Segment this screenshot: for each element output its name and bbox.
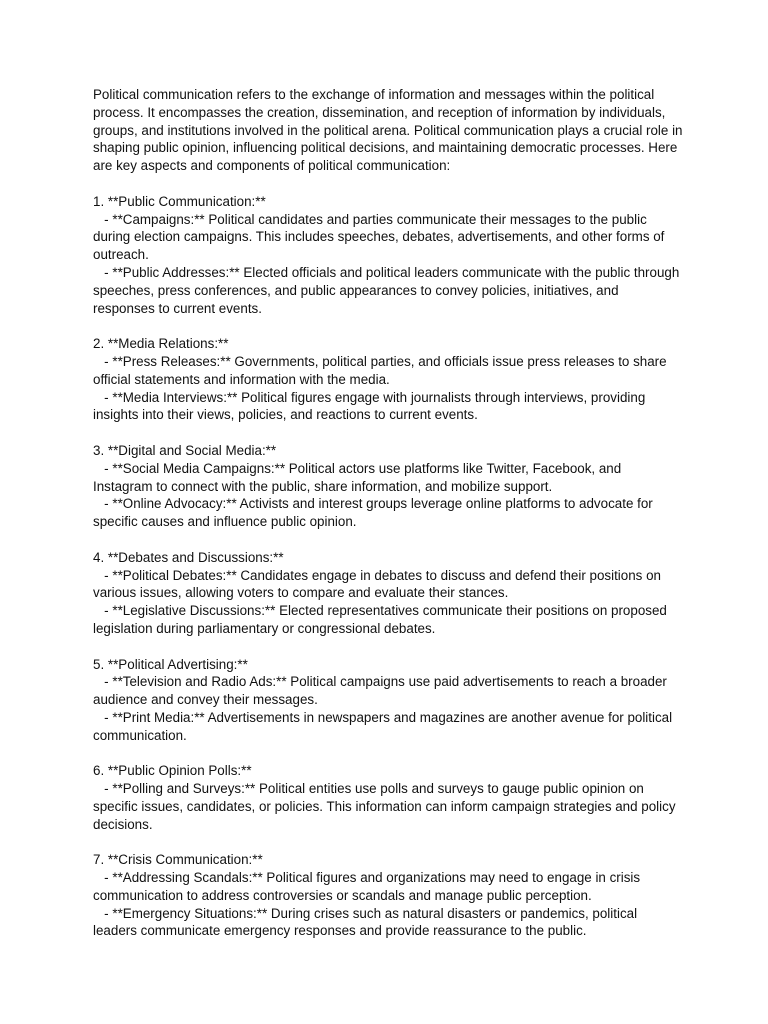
intro-paragraph: Political communication refers to the exchange of information and messages within the political process. It encompasses the creation, dissemination, and reception of information by individuals, groups, and institutions involved in the political arena. Political communication plays a crucial role in shaping public opinion, influencing political decisions, and maintaining democratic processes. Here are key aspects and components of political communication: — [93, 87, 683, 174]
section-public-opinion-polls — [93, 762, 683, 833]
section-title: 6. **Public Opinion Polls:** — [93, 763, 252, 779]
section-crisis-communication — [93, 851, 683, 940]
list-item — [93, 567, 683, 603]
list-item-text: - **Press Releases:** Governments, political parties, and officials issue press releases to share official statements and information with the media. — [93, 353, 667, 387]
section-political-advertising — [93, 656, 683, 745]
list-item-text: - **Public Addresses:** Elected officials and political leaders communicate with the public through speeches, press conferences, and public appearances to convey policies, initiatives, and responses to current events. — [93, 264, 680, 316]
list-item — [93, 495, 683, 531]
list-item-text: - **Polling and Surveys:** Political entities use polls and surveys to gauge public opinion on specific issues, candidates, or policies. This information can inform campaign strategies and policy decisions. — [93, 781, 676, 832]
list-item-text: - **Emergency Situations:** During crises such as natural disasters or pandemics, political leaders communicate emergency responses and provide reassurance to the public. — [93, 905, 638, 939]
section-title: 5. **Political Advertising:** — [93, 656, 248, 672]
section-debates-discussions — [93, 549, 683, 638]
list-item-text: - **Television and Radio Ads:** Political campaigns use paid advertisements to reach a broader audience and convey their messages. — [93, 674, 667, 708]
section-title: 3. **Digital and Social Media:** — [93, 442, 277, 458]
list-item — [93, 869, 683, 905]
section-title: 4. **Debates and Discussions:** — [93, 549, 284, 565]
section-title: 1. **Public Communication:** — [93, 193, 266, 209]
section-title: 2. **Media Relations:** — [93, 336, 229, 352]
list-item — [93, 264, 683, 317]
list-item — [93, 460, 683, 496]
list-item-text: - **Legislative Discussions:** Elected representatives communicate their positions on proposed legislation during parliamentary or congressional debates. — [93, 603, 667, 636]
list-item — [93, 905, 683, 941]
list-item-text: - **Media Interviews:** Political figures engage with journalists through interviews, providing insights into their views, policies, and reactions to current events. — [93, 389, 646, 423]
list-item-text: - **Social Media Campaigns:** Political actors use platforms like Twitter, Facebook, and Instagram to connect with the public, share information, and mobilize support. — [93, 460, 622, 494]
list-item — [93, 709, 683, 745]
list-item — [93, 673, 683, 709]
section-digital-social-media — [93, 442, 683, 531]
list-item — [93, 602, 683, 638]
list-item-text: - **Campaigns:** Political candidates and parties communicate their messages to the public during election campaigns. This includes speeches, debates, advertisements, and other forms of outreach. — [93, 211, 665, 263]
list-item — [93, 389, 683, 425]
list-item — [93, 211, 683, 264]
list-item-text: - **Online Advocacy:** Activists and interest groups leverage online platforms to advocate for specific causes and influence public opinion. — [93, 496, 653, 530]
section-public-communication — [93, 193, 683, 318]
section-media-relations — [93, 335, 683, 424]
document-page — [93, 86, 683, 940]
list-item-text: - **Political Debates:** Candidates engage in debates to discuss and defend their positions on various issues, allowing voters to compare and evaluate their stances. — [93, 567, 661, 601]
list-item — [93, 353, 683, 389]
list-item-text: - **Addressing Scandals:** Political figures and organizations may need to engage in crisis communication to address controversies or scandals and manage public perception. — [93, 870, 641, 903]
list-item — [93, 780, 683, 833]
section-title: 7. **Crisis Communication:** — [93, 852, 263, 868]
list-item-text: - **Print Media:** Advertisements in newspapers and magazines are another avenue for political communication. — [93, 709, 673, 743]
